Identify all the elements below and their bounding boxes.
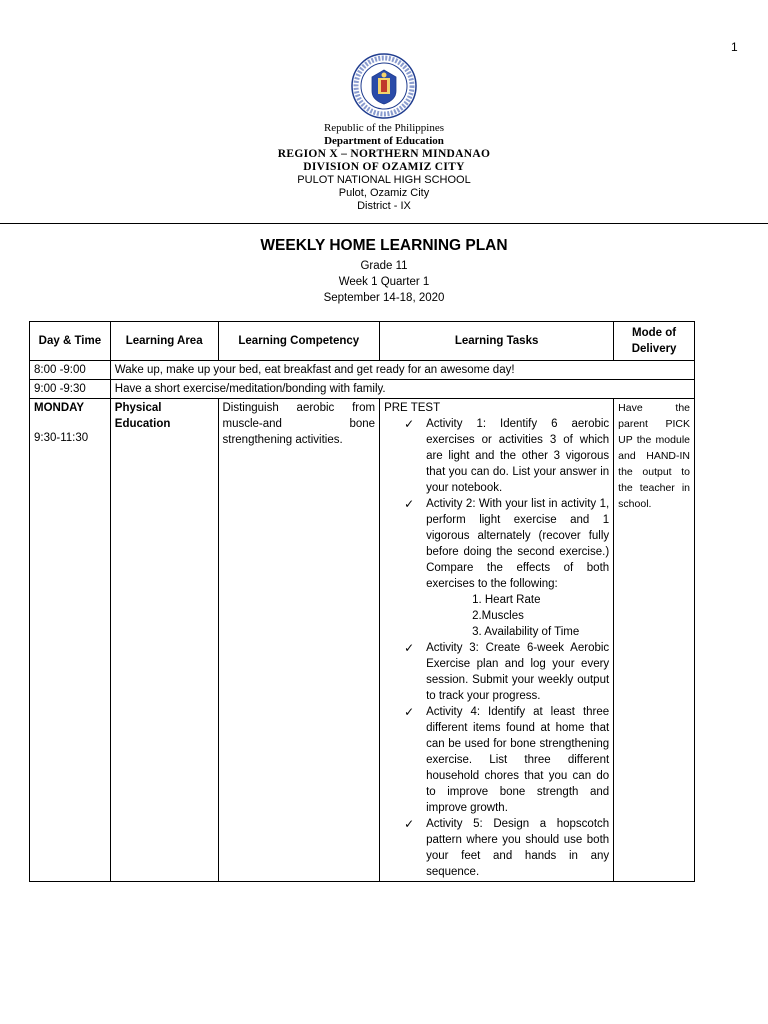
week-quarter-line: Week 1 Quarter 1: [338, 276, 430, 288]
list-item: [384, 640, 609, 704]
routine-time: 8:00 -9:00: [30, 361, 111, 380]
table-row: [30, 380, 695, 399]
checkmark-icon: ✓: [404, 417, 415, 431]
routine-text: Wake up, make up your bed, eat breakfast and get ready for an awesome day!: [110, 361, 694, 380]
checkmark-icon: ✓: [404, 497, 415, 511]
table-row: [30, 361, 695, 380]
header-learning-competency: Learning Competency: [218, 322, 380, 361]
header-divider: [0, 223, 768, 224]
plan-title-block: [0, 236, 768, 306]
checkmark-icon: ✓: [404, 817, 415, 831]
day-time-range: 9:30-11:30: [34, 432, 89, 444]
date-range-line: September 14-18, 2020: [323, 292, 445, 304]
list-item: [384, 816, 609, 880]
activity-list: [384, 416, 609, 880]
mode-of-delivery-cell: Have the parent PICK UP the module and HAND-IN the output to the teacher in school.: [614, 399, 695, 882]
header-learning-area: Learning Area: [110, 322, 218, 361]
checkmark-icon: ✓: [404, 641, 415, 655]
republic-line: Republic of the Philippines: [323, 122, 445, 134]
letterhead: [0, 122, 768, 213]
department-line: Department of Education: [324, 135, 444, 147]
learning-area-cell: Physical Education: [110, 399, 218, 882]
list-item: [384, 496, 609, 640]
activity-text: Activity 5: Design a hopscotch pattern where you should use both your feet and hands in any sequence.: [426, 818, 610, 878]
header-day-time: Day & Time: [30, 322, 111, 361]
division-line: DIVISION OF OZAMIZ CITY: [303, 161, 465, 173]
effect-item: 3. Availability of Time: [472, 626, 580, 638]
tasks-heading: PRE TEST: [384, 402, 441, 414]
deped-seal-logo: [351, 53, 417, 119]
activity-text: Activity 2: With your list in activity 1, perform light exercise and 1 vigorous alternately (recover fully before doing the second exercise.) Compare the effects of both exercises to the following:: [426, 498, 610, 590]
list-item: [384, 704, 609, 816]
region-line: REGION X – NORTHERN MINDANAO: [277, 148, 491, 160]
header-mode-of-delivery: Mode of Delivery: [614, 322, 695, 361]
activity-text: Activity 4: Identify at least three different items found at home that can be used for bone strengthening exercise. List three different household chores that you can do to improve bone strength and improve growth.: [426, 706, 610, 814]
day-label: MONDAY: [34, 402, 85, 414]
address-line: Pulot, Ozamiz City: [338, 187, 430, 199]
routine-time: 9:00 -9:30: [30, 380, 111, 399]
district-line: District - IX: [357, 200, 411, 212]
effect-item: 1. Heart Rate: [472, 594, 541, 606]
learning-tasks-cell: [380, 399, 614, 882]
school-line: PULOT NATIONAL HIGH SCHOOL: [297, 174, 471, 186]
effect-item: 2.Muscles: [472, 610, 524, 622]
list-item: [384, 416, 609, 496]
day-time-cell: [30, 399, 111, 882]
activity-text: Activity 1: Identify 6 aerobic exercises or activities 3 of which are light and the other 3 vigorous that you can do. List your answer in your notebook.: [426, 418, 610, 494]
table-header-row: [30, 322, 695, 361]
header-learning-tasks: Learning Tasks: [380, 322, 614, 361]
routine-text: Have a short exercise/meditation/bonding with family.: [110, 380, 694, 399]
effects-list: [426, 592, 609, 640]
document-title: WEEKLY HOME LEARNING PLAN: [260, 237, 508, 254]
table-row-monday: [30, 399, 695, 882]
grade-line: Grade 11: [360, 260, 408, 272]
learning-plan-table: [29, 321, 695, 882]
page-number: 1: [731, 40, 738, 54]
competency-cell: Distinguish aerobic from muscle-and bone strengthening activities.: [218, 399, 380, 882]
checkmark-icon: ✓: [404, 705, 415, 719]
activity-text: Activity 3: Create 6-week Aerobic Exercise plan and log your every session. Submit your weekly output to track your progress.: [426, 642, 610, 702]
